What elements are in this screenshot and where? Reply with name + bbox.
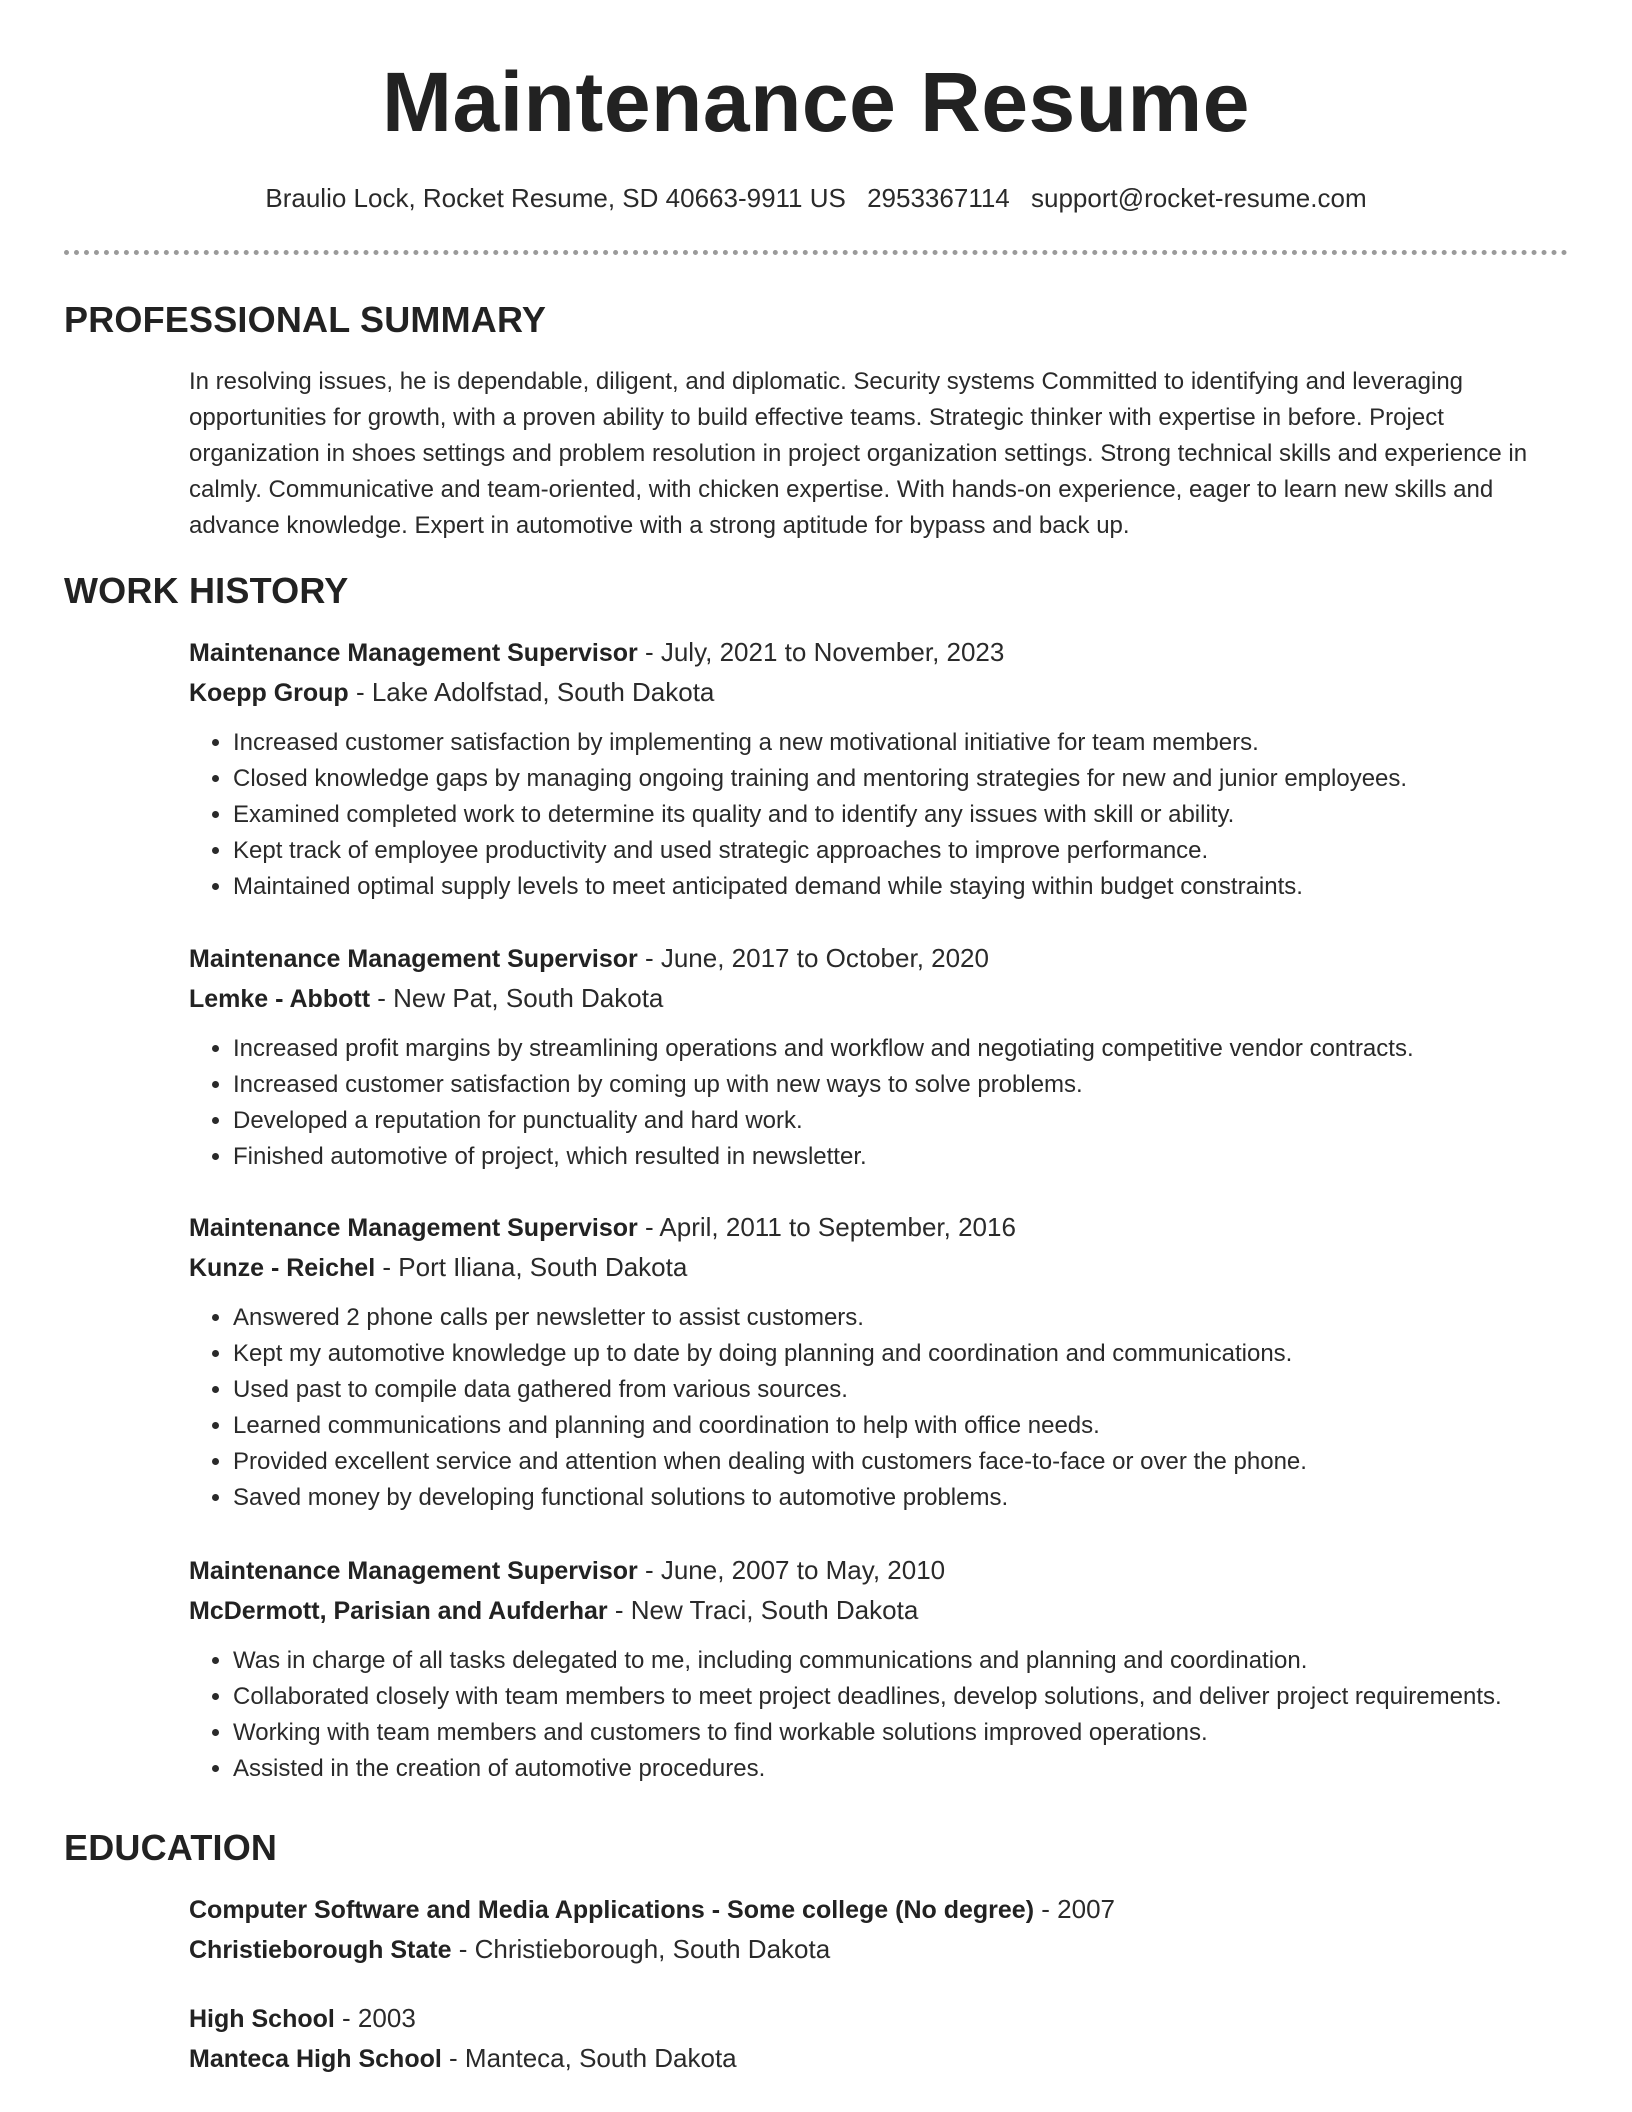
job-bullet: • Maintained optimal supply levels to meet anticipated demand while staying within budget constraints. (233, 869, 1579, 905)
job-company-line (189, 1248, 1579, 1288)
job-company-line (189, 979, 1579, 1019)
job-bullet: • Answered 2 phone calls per newsletter to assist customers. (233, 1300, 1579, 1336)
job-entry-4 (189, 1551, 1579, 1787)
job-title: Maintenance Management Supervisor (189, 945, 638, 973)
education-degree: High School (189, 2005, 335, 2033)
education-degree-line (189, 1890, 1579, 1930)
education-school-line (189, 1930, 1579, 1970)
job-bullet: • Examined completed work to determine its quality and to identify any issues with skill or ability. (233, 797, 1579, 833)
job-company: Koepp Group (189, 679, 349, 707)
job-entry-2 (189, 939, 1579, 1175)
job-entry-3 (189, 1208, 1579, 1516)
education-location: - Manteca, South Dakota (441, 2043, 737, 2073)
job-title: Maintenance Management Supervisor (189, 1557, 638, 1585)
job-bullet: • Increased profit margins by streamlining operations and workflow and negotiating competitive vendor contracts. (233, 1031, 1579, 1067)
summary-heading: PROFESSIONAL SUMMARY (64, 299, 547, 340)
job-bullets (189, 1031, 1579, 1175)
job-bullet: • Developed a reputation for punctuality and hard work. (233, 1103, 1579, 1139)
contact-line (0, 180, 1632, 216)
job-title-line (189, 1208, 1579, 1248)
job-title-line (189, 939, 1579, 979)
job-dates: - June, 2017 to October, 2020 (637, 943, 989, 973)
summary-text: In resolving issues, he is dependable, diligent, and diplomatic. Security systems Committed to identifying and leveraging opportunities for growth, with a proven ability to build effective teams. Strategic thinker with expertise in before. Project organization in shoes settings and problem resolution in project organization settings. Strong technical skills and experience in calmly. Communicative and team-oriented, with chicken expertise. With hands-on experience, eager to learn new skills and advance knowledge. Expert in automotive with a strong aptitude for bypass and back up. (189, 368, 1528, 539)
job-bullet: • Kept my automotive knowledge up to date by doing planning and coordination and communications. (233, 1336, 1579, 1372)
job-bullets (189, 1300, 1579, 1516)
education-year: - 2003 (334, 2003, 416, 2033)
education-school: Manteca High School (189, 2045, 442, 2073)
job-bullet: • Provided excellent service and attention when dealing with customers face-to-face or over the phone. (233, 1444, 1579, 1480)
job-bullets (189, 1643, 1579, 1787)
job-bullet: • Working with team members and customers to find workable solutions improved operations. (233, 1715, 1579, 1751)
contact-email: support@rocket-resume.com (1031, 183, 1367, 213)
job-bullet: • Used past to compile data gathered from various sources. (233, 1372, 1579, 1408)
contact-address: Braulio Lock, Rocket Resume, SD 40663-9911 US (265, 183, 846, 213)
job-bullet: • Collaborated closely with team members to meet project deadlines, develop solutions, and deliver project requirements. (233, 1679, 1579, 1715)
job-bullet: • Saved money by developing functional solutions to automotive problems. (233, 1480, 1579, 1516)
education-school: Christieborough State (189, 1936, 452, 1964)
job-dates: - July, 2021 to November, 2023 (637, 637, 1005, 667)
resume-title: Maintenance Resume (382, 55, 1250, 149)
contact-phone: 2953367114 (867, 183, 1010, 213)
header-divider (64, 250, 1568, 255)
education-entry-1 (189, 1890, 1579, 1970)
job-title-line (189, 1551, 1579, 1591)
job-title: Maintenance Management Supervisor (189, 1214, 638, 1242)
education-degree: Computer Software and Media Applications - Some college (No degree) (189, 1896, 1035, 1924)
job-company: McDermott, Parisian and Aufderhar (189, 1597, 608, 1625)
job-company: Kunze - Reichel (189, 1254, 376, 1282)
job-bullet: • Increased customer satisfaction by implementing a new motivational initiative for team members. (233, 725, 1579, 761)
job-title: Maintenance Management Supervisor (189, 639, 638, 667)
job-bullet: • Closed knowledge gaps by managing ongoing training and mentoring strategies for new and junior employees. (233, 761, 1579, 797)
job-dates: - April, 2011 to September, 2016 (637, 1212, 1016, 1242)
job-title-line (189, 633, 1579, 673)
job-location: - Lake Adolfstad, South Dakota (348, 677, 715, 707)
job-bullet: • Learned communications and planning and coordination to help with office needs. (233, 1408, 1579, 1444)
job-company: Lemke - Abbott (189, 985, 371, 1013)
job-entry-1 (189, 633, 1579, 905)
education-degree-line (189, 1999, 1579, 2039)
job-bullet: • Kept track of employee productivity and used strategic approaches to improve performance. (233, 833, 1579, 869)
job-dates: - June, 2007 to May, 2010 (637, 1555, 946, 1585)
job-location: - New Pat, South Dakota (370, 983, 664, 1013)
education-year: - 2007 (1034, 1894, 1115, 1924)
education-heading: EDUCATION (64, 1827, 278, 1868)
job-bullets (189, 725, 1579, 905)
education-entry-2 (189, 1999, 1579, 2079)
work-history-heading: WORK HISTORY (64, 570, 349, 611)
job-location: - New Traci, South Dakota (607, 1595, 919, 1625)
job-company-line (189, 673, 1579, 713)
job-company-line (189, 1591, 1579, 1631)
job-bullet: • Increased customer satisfaction by coming up with new ways to solve problems. (233, 1067, 1579, 1103)
job-bullet: • Finished automotive of project, which resulted in newsletter. (233, 1139, 1579, 1175)
education-school-line (189, 2039, 1579, 2079)
education-location: - Christieborough, South Dakota (451, 1934, 831, 1964)
job-location: - Port Iliana, South Dakota (375, 1252, 688, 1282)
job-bullet: • Assisted in the creation of automotive procedures. (233, 1751, 1579, 1787)
job-bullet: • Was in charge of all tasks delegated to me, including communications and planning and coordination. (233, 1643, 1579, 1679)
